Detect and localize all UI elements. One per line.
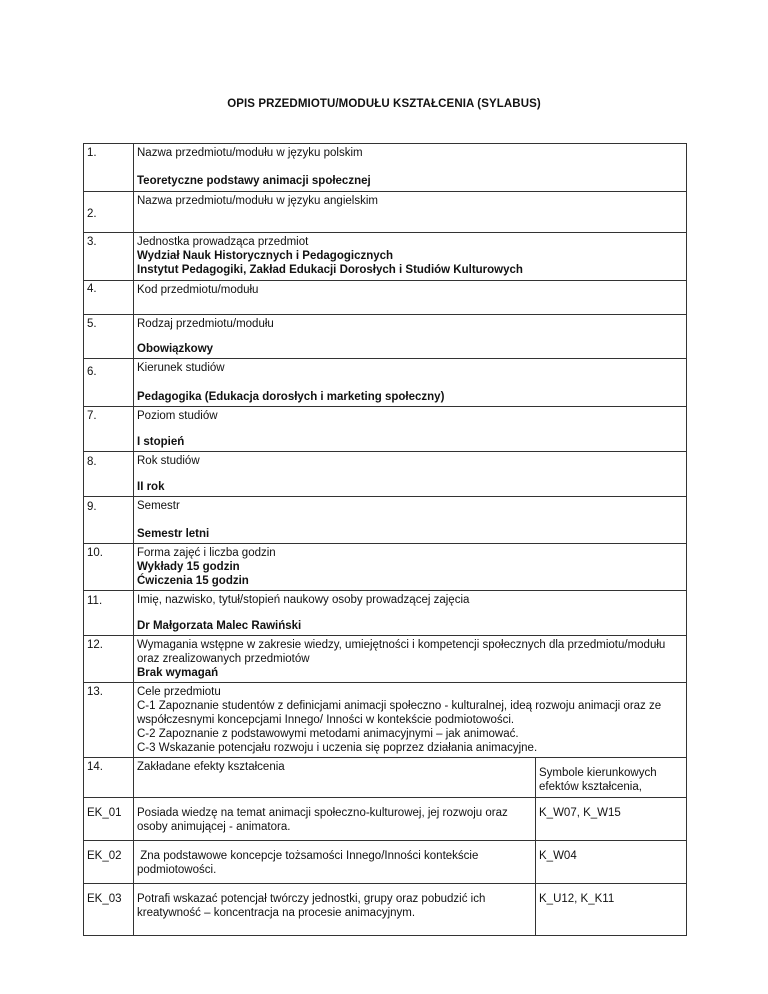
row-number: 12. <box>84 636 134 683</box>
row-label: Semestr <box>137 500 180 512</box>
row-number: 11. <box>84 591 134 636</box>
row-label: Jednostka prowadząca przedmiot <box>137 236 309 248</box>
row-value: Wydział Nauk Historycznych i Pedagogicznych <box>137 250 394 262</box>
row-number: 1. <box>84 144 134 192</box>
goal-item: C-2 Zapoznanie z podstawowymi metodami animacyjnymi – jak animować. <box>137 728 519 740</box>
row-value: Obowiązkowy <box>137 343 214 355</box>
row-content <box>134 359 687 407</box>
row-number: 10. <box>84 544 134 591</box>
row-value: I stopień <box>137 436 185 448</box>
table-row <box>84 192 687 233</box>
table-row <box>84 144 687 192</box>
effect-text: Posiada wiedzę na temat animacji społeczno-kulturowej, jej rozwoju oraz osoby animującej - animatora. <box>134 798 536 841</box>
symbols-header-label: Symbole kierunkowych efektów kształcenia, <box>539 767 657 793</box>
row-value: Brak wymagań <box>137 667 219 679</box>
row-label: Poziom studiów <box>137 410 218 422</box>
row-value: Pedagogika (Edukacja dorosłych i marketing społeczny) <box>137 391 445 403</box>
table-row <box>84 591 687 636</box>
table-row <box>84 281 687 315</box>
row-value: Wykłady 15 godzin <box>137 561 240 573</box>
document-title: OPIS PRZEDMIOTU/MODUŁU KSZTAŁCENIA (SYLABUS) <box>227 98 541 110</box>
table-row <box>84 452 687 497</box>
symbols-header <box>536 758 687 798</box>
effect-code: EK_02 <box>84 841 134 884</box>
table-row <box>84 758 687 798</box>
row-number: 13. <box>84 683 134 758</box>
row-content <box>134 144 687 192</box>
row-label: Rodzaj przedmiotu/modułu <box>137 318 274 330</box>
goal-item: C-1 Zapoznanie studentów z definicjami animacji społeczno - kulturalnej, ideą rozwoju animacji oraz ze współczesnymi koncepcjami Innego/ Inności w kontekście podmiotowości. <box>137 700 662 726</box>
row-number: 6. <box>84 359 134 407</box>
table-row <box>84 359 687 407</box>
row-content <box>134 192 687 233</box>
table-row <box>84 636 687 683</box>
row-value: Dr Małgorzata Malec Rawiński <box>137 620 302 632</box>
row-content <box>134 544 687 591</box>
row-content <box>134 758 536 798</box>
row-value-secondary: Instytut Pedagogiki, Zakład Edukacji Dorosłych i Studiów Kulturowych <box>137 264 523 276</box>
row-label: Rok studiów <box>137 455 200 467</box>
goal-item: C-3 Wskazanie potencjału rozwoju i uczenia się poprzez działania animacyjne. <box>137 742 538 754</box>
row-content <box>134 683 687 758</box>
row-value: Teoretyczne podstawy animacji społecznej <box>137 175 371 187</box>
row-value: Semestr letni <box>137 528 210 540</box>
table-row <box>84 884 687 936</box>
table-row <box>84 798 687 841</box>
row-value: II rok <box>137 481 165 493</box>
table-row <box>84 233 687 281</box>
row-label: Forma zajęć i liczba godzin <box>137 547 276 559</box>
row-label: Wymagania wstępne w zakresie wiedzy, umiejętności i kompetencji społecznych dla przedmiotu/modułu oraz zrealizowanych przedmiotów <box>137 639 666 665</box>
row-number: 2. <box>84 192 134 233</box>
row-label: Cele przedmiotu <box>137 686 221 698</box>
row-label: Kierunek studiów <box>137 362 225 374</box>
row-content <box>134 281 687 315</box>
table-row <box>84 841 687 884</box>
row-content <box>134 636 687 683</box>
row-number: 8. <box>84 452 134 497</box>
row-value-secondary: Ćwiczenia 15 godzin <box>137 575 249 587</box>
table-row <box>84 407 687 452</box>
row-number: 14. <box>84 758 134 798</box>
row-label: Zakładane efekty kształcenia <box>137 761 285 773</box>
row-label: Nazwa przedmiotu/modułu w języku angielskim <box>137 195 378 207</box>
effect-symbols: K_W07, K_W15 <box>536 798 687 841</box>
row-number: 9. <box>84 497 134 544</box>
table-row <box>84 315 687 359</box>
row-content <box>134 591 687 636</box>
effect-symbols: K_U12, K_K11 <box>536 884 687 936</box>
row-label: Imię, nazwisko, tytuł/stopień naukowy osoby prowadzącej zajęcia <box>137 594 470 606</box>
table-row <box>84 683 687 758</box>
row-number: 5. <box>84 315 134 359</box>
effect-code: EK_03 <box>84 884 134 936</box>
row-content <box>134 452 687 497</box>
row-content <box>134 315 687 359</box>
row-content <box>134 407 687 452</box>
effect-text: Zna podstawowe koncepcje tożsamości Innego/Inności kontekście podmiotowości. <box>134 841 536 884</box>
effect-code: EK_01 <box>84 798 134 841</box>
row-label: Nazwa przedmiotu/modułu w języku polskim <box>137 147 363 159</box>
row-number: 3. <box>84 233 134 281</box>
table-row <box>84 497 687 544</box>
row-label: Kod przedmiotu/modułu <box>137 284 259 296</box>
effect-symbols: K_W04 <box>536 841 687 884</box>
syllabus-table <box>83 143 687 936</box>
effect-text: Potrafi wskazać potencjał twórczy jednostki, grupy oraz pobudzić ich kreatywność – koncentracja na procesie animacyjnym. <box>134 884 536 936</box>
row-number: 4. <box>84 281 134 315</box>
table-row <box>84 544 687 591</box>
row-content <box>134 233 687 281</box>
row-content <box>134 497 687 544</box>
row-number: 7. <box>84 407 134 452</box>
